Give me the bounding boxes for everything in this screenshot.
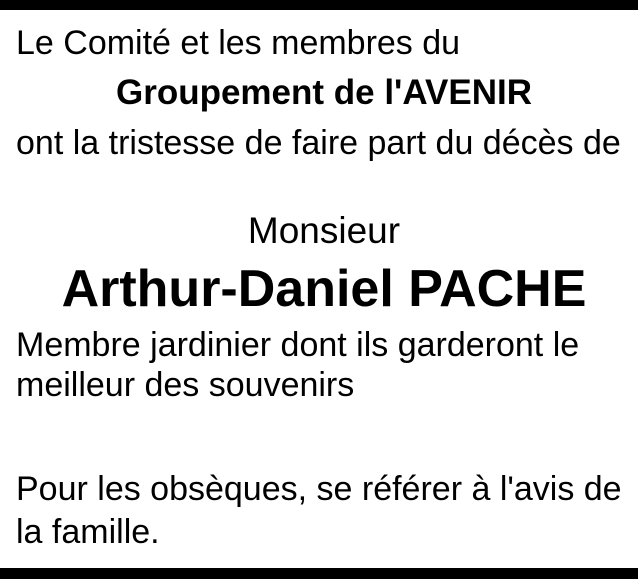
funeral-text: Pour les obsèques, se référer à l'avis de la famille. — [16, 470, 622, 551]
tribute-text: Membre jardinier dont ils garderont le meilleur des souvenirs — [16, 326, 580, 404]
bottom-border-bar — [0, 568, 638, 579]
honorific: Monsieur — [247, 210, 401, 251]
top-border-bar — [0, 0, 638, 10]
announcement-line: ont la tristesse de faire part du décès de — [16, 124, 621, 162]
committee-line: Le Comité et les membres du — [16, 24, 461, 62]
deceased-name: Arthur-Daniel PACHE — [61, 260, 587, 318]
organization-name: Groupement de l'AVENIR — [115, 73, 533, 112]
notice-content — [0, 10, 638, 554]
